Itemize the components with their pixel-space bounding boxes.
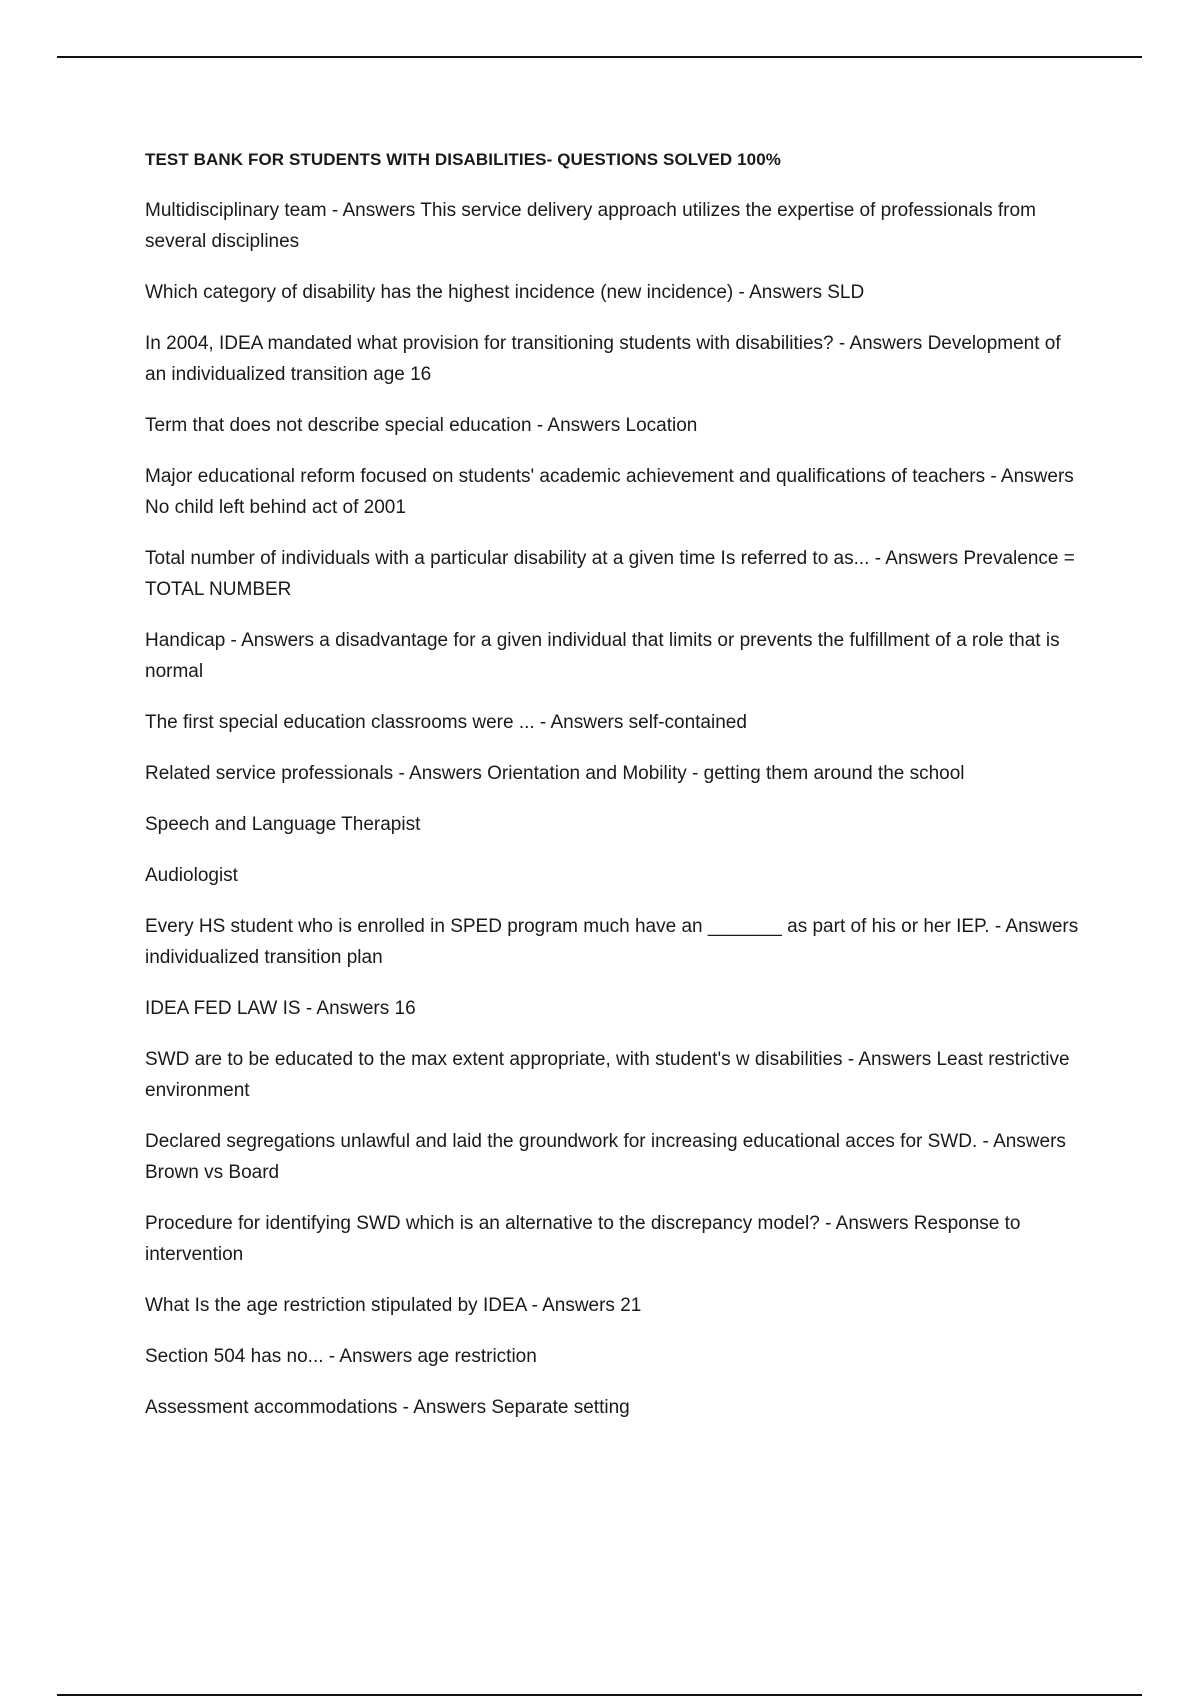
- qa-item: Which category of disability has the highest incidence (new incidence) - Answers SLD: [145, 282, 865, 303]
- document-body: [145, 144, 1085, 1443]
- footer-rule: [57, 1694, 1142, 1696]
- qa-item: Speech and Language Therapist: [145, 814, 421, 835]
- qa-item: What Is the age restriction stipulated by IDEA - Answers 21: [145, 1295, 642, 1316]
- qa-item: In 2004, IDEA mandated what provision for transitioning students with disabilities? - Answers Development of an individualized transition age 16: [145, 333, 1061, 385]
- qa-item: Assessment accommodations - Answers Separate setting: [145, 1397, 630, 1418]
- header-rule: [57, 56, 1142, 58]
- qa-item: Procedure for identifying SWD which is an alternative to the discrepancy model? - Answers Response to intervention: [145, 1213, 1021, 1265]
- qa-item: Section 504 has no... - Answers age restriction: [145, 1346, 537, 1367]
- qa-item: Every HS student who is enrolled in SPED program much have an _______ as part of his or her IEP. - Answers individualized transition plan: [145, 916, 1079, 968]
- qa-item: Major educational reform focused on students' academic achievement and qualifications of teachers - Answers No child left behind act of 2001: [145, 466, 1074, 518]
- qa-item: Multidisciplinary team - Answers This service delivery approach utilizes the expertise of professionals from several disciplines: [145, 200, 1036, 252]
- qa-item: SWD are to be educated to the max extent appropriate, with student's w disabilities - Answers Least restrictive environment: [145, 1049, 1070, 1101]
- qa-item: Related service professionals - Answers Orientation and Mobility - getting them around the school: [145, 763, 965, 784]
- qa-item: IDEA FED LAW IS - Answers 16: [145, 998, 416, 1019]
- qa-item: Declared segregations unlawful and laid the groundwork for increasing educational acces for SWD. - Answers Brown vs Board: [145, 1131, 1066, 1183]
- document-title: TEST BANK FOR STUDENTS WITH DISABILITIES- QUESTIONS SOLVED 100%: [145, 150, 781, 169]
- qa-item: The first special education classrooms were ... - Answers self-contained: [145, 712, 747, 733]
- qa-item: Total number of individuals with a particular disability at a given time Is referred to as... - Answers Prevalence = TOTAL NUMBER: [145, 548, 1075, 600]
- qa-item: Handicap - Answers a disadvantage for a given individual that limits or prevents the fulfillment of a role that is normal: [145, 630, 1060, 682]
- qa-item: Term that does not describe special education - Answers Location: [145, 415, 698, 436]
- qa-item: Audiologist: [145, 865, 238, 886]
